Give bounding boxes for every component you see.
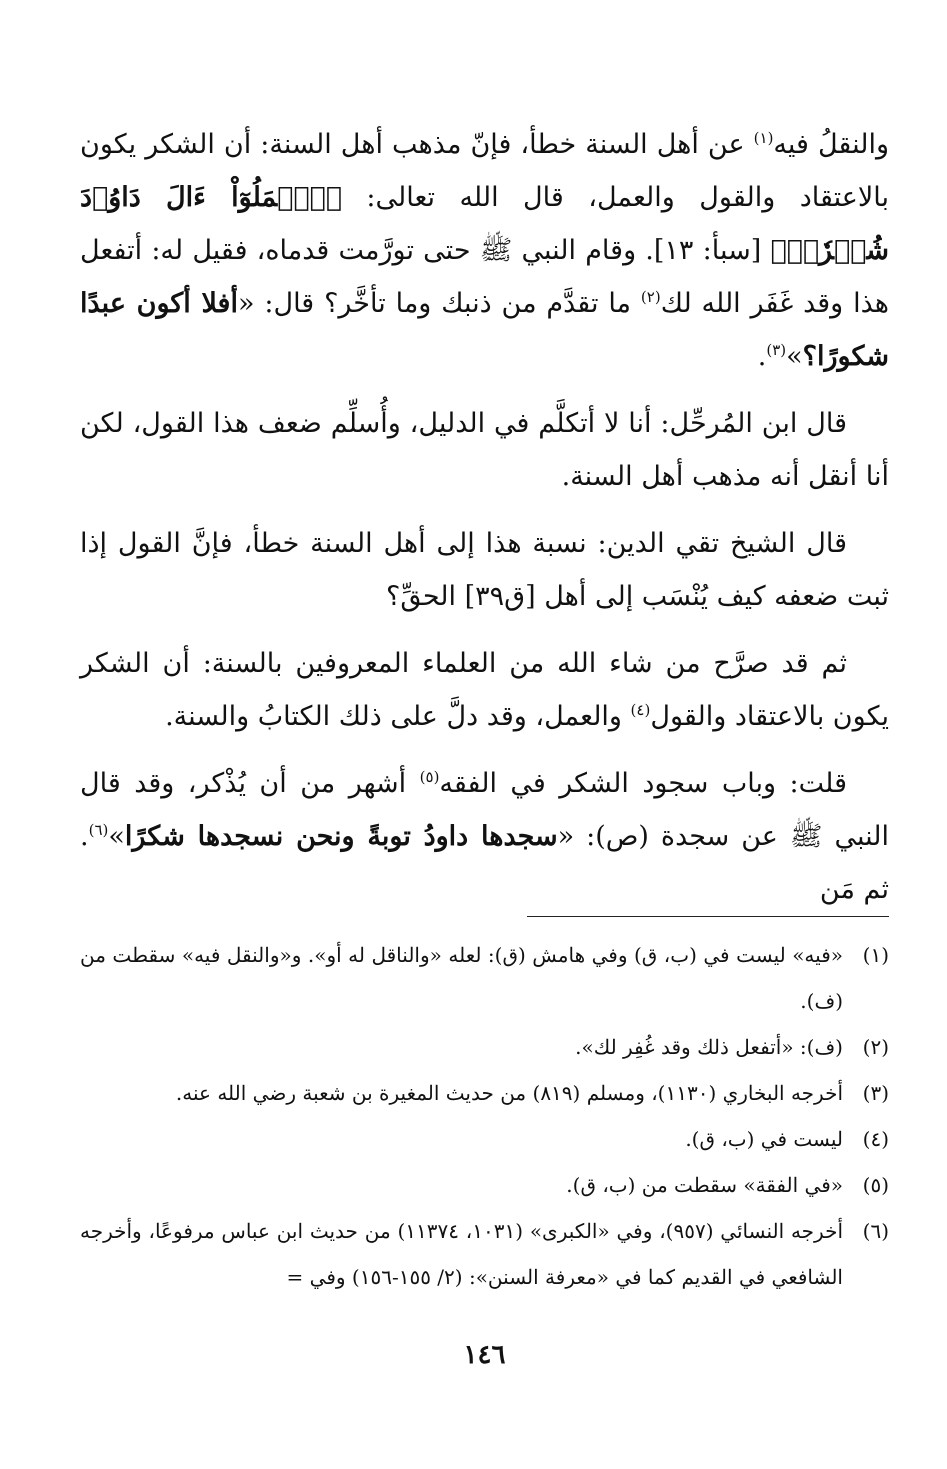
text-run: والنقلُ فيه xyxy=(773,129,890,160)
footnote-ref-6[interactable]: (٦) xyxy=(88,821,109,839)
footnote-ref-3[interactable]: (٣) xyxy=(766,341,787,359)
text-run: [سبأ: ١٣]. وقام النبي ﷺ حتى تورَّمت قدماه، فقيل له: أتفعل هذا وقد غَفَر الله لك xyxy=(80,235,889,319)
book-page xyxy=(80,0,889,1469)
text-run: . ثم مَن xyxy=(80,821,889,905)
paragraph-1 xyxy=(80,118,889,383)
footnote-ref-4[interactable]: (٤) xyxy=(630,701,651,719)
footnote-item xyxy=(80,1208,889,1300)
text-run: أشهر من أن يُذْكر، وقد قال النبي ﷺ عن سجدة (ص): « xyxy=(80,768,889,852)
footnotes-list xyxy=(80,932,889,1300)
text-run: ما تقدَّم من ذنبك وما تأخَّر؟ قال: « xyxy=(237,288,641,319)
footnote-item xyxy=(80,1162,889,1208)
footnote-item xyxy=(80,932,889,1024)
text-run: والعمل، وقد دلَّ على ذلك الكتابُ والسنة. xyxy=(165,701,631,732)
footnote-text: أخرجه النسائي (٩٥٧)، وفي «الكبرى» (١٠٣١، ١١٣٧٤) من حديث ابن عباس مرفوعًا، وأخرجه الشافعي في القديم كما في «معرفة السنن»: (٢/ ١٥٥-١٥٦) وفي = xyxy=(80,1219,844,1289)
footnote-text: «فيه» ليست في (ب، ق) وفي هامش (ق): لعله «والناقل له أو». و«والنقل فيه» سقطت من (ف). xyxy=(80,943,843,1013)
footnote-item xyxy=(80,1116,889,1162)
text-run: . xyxy=(757,341,767,372)
quran-verse: ﴿ٱعۡمَلُوٓاْ ءَالَ دَاوُۥدَ شُكۡرٗاۚ﴾ xyxy=(80,182,889,266)
text-run: ثم قد صرَّح من شاء الله من العلماء المعروفين بالسنة: أن الشكر يكون بالاعتقاد والقول xyxy=(80,648,889,732)
page-number: ١٤٦ xyxy=(463,1340,506,1370)
paragraph-5 xyxy=(80,757,889,916)
footnote-number: (٢) xyxy=(862,1035,889,1059)
text-run: قلت: وباب سجود الشكر في الفقه xyxy=(439,768,847,799)
footnote-ref-5[interactable]: (٥) xyxy=(419,768,440,786)
footnote-ref-1[interactable]: (١) xyxy=(753,129,774,147)
hadith-quote: أفلا أكون عبدًا شكورًا؟ xyxy=(80,288,889,372)
footnote-text: «في الفقة» سقطت من (ب، ق). xyxy=(566,1173,843,1197)
hadith-quote: سجدها داودُ توبةً ونحن نسجدها شكرًا xyxy=(124,821,558,852)
footnote-text: (ف): «أتفعل ذلك وقد غُفِر لك». xyxy=(575,1035,843,1059)
footnote-item xyxy=(80,1024,889,1070)
footnote-text: ليست في (ب، ق). xyxy=(685,1127,843,1151)
footnote-ref-2[interactable]: (٢) xyxy=(640,288,661,306)
text-run: عن أهل السنة خطأ، فإنّ مذهب أهل السنة: أن الشكر يكون بالاعتقاد والقول والعمل، قال الله تعالى: xyxy=(80,129,889,213)
main-text xyxy=(80,118,889,930)
footnote-number: (١) xyxy=(862,943,889,967)
footnote-item xyxy=(80,1070,889,1116)
paragraph-3: قال الشيخ تقي الدين: نسبة هذا إلى أهل السنة خطأ، فإنَّ القول إذا ثبت ضعفه كيف يُنْسَب إلى أهل [ق٣٩] الحقِّ؟ xyxy=(80,528,889,612)
footnote-divider xyxy=(527,916,889,917)
text-run: » xyxy=(108,821,125,852)
footnote-number: (٤) xyxy=(862,1127,889,1151)
footnote-number: (٥) xyxy=(862,1173,889,1197)
footnote-text: أخرجه البخاري (١١٣٠)، ومسلم (٨١٩) من حديث المغيرة بن شعبة رضي الله عنه. xyxy=(175,1081,843,1105)
paragraph-2: قال ابن المُرحِّل: أنا لا أتكلَّم في الدليل، وأُسلِّم ضعف هذا القول، لكن أنا أنقل أنه مذهب أهل السنة. xyxy=(80,408,889,492)
text-run: » xyxy=(786,341,803,372)
footnote-number: (٣) xyxy=(862,1081,889,1105)
paragraph-4 xyxy=(80,637,889,743)
footnote-number: (٦) xyxy=(862,1219,889,1243)
